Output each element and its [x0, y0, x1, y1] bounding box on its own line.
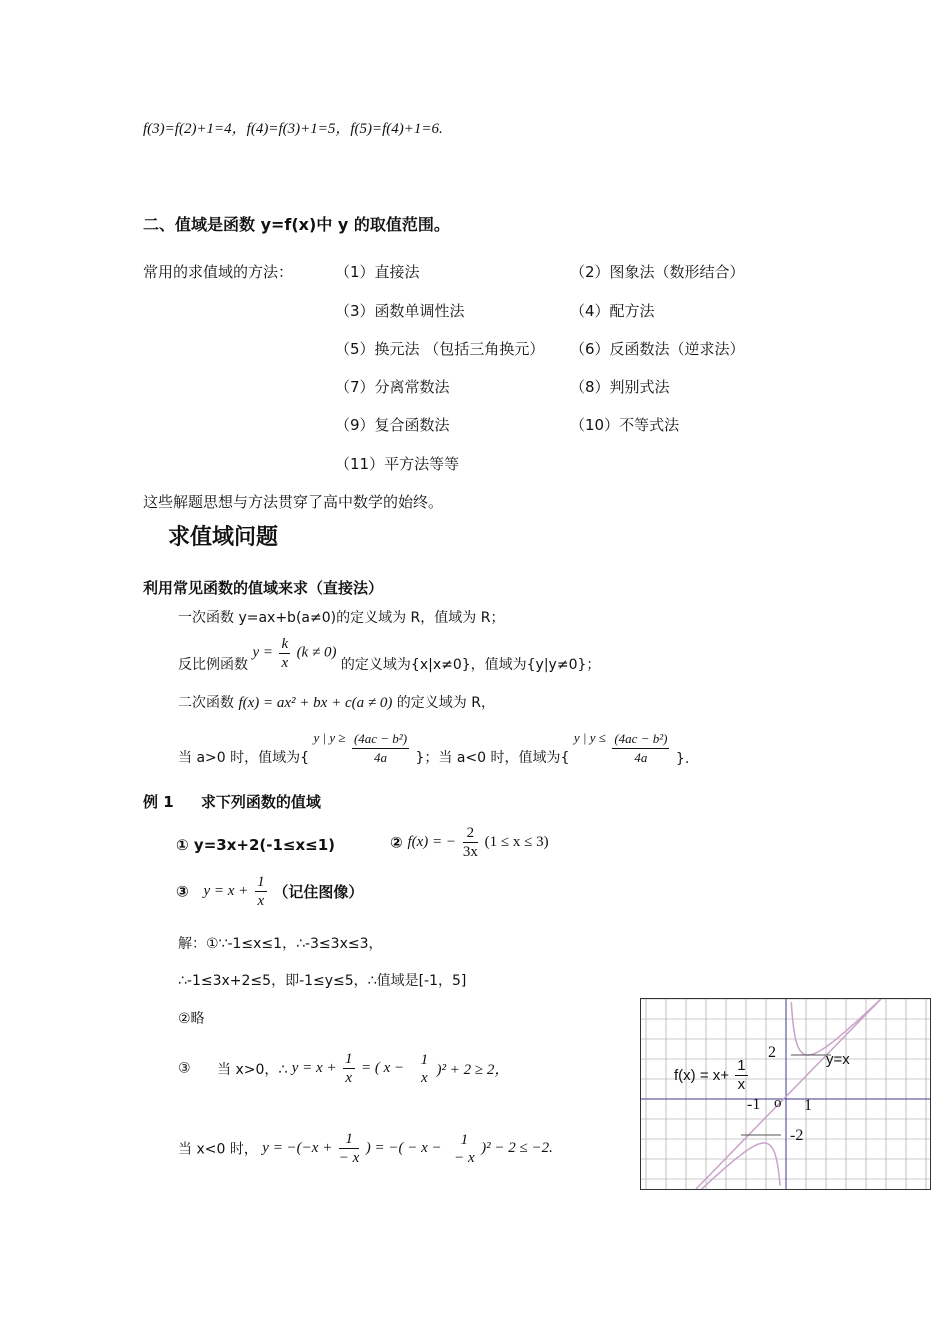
- example-part1: ① y=3x+2(-1≤x≤1): [176, 836, 336, 854]
- solution-line5-den2: − x: [454, 1149, 475, 1166]
- inverse-suffix: 的定义域为{x|x≠0}，值域为{y|y≠0}；: [340, 657, 601, 673]
- method-5: （5）换元法 （包括三角换元）: [335, 340, 545, 358]
- example-label: 例 1: [143, 793, 174, 811]
- solution-line4-cond: 当 x>0，∴: [217, 1061, 288, 1078]
- inverse-cond: (k ≠ 0): [296, 644, 337, 661]
- example-part3-num: 1: [257, 874, 265, 890]
- quad-range-set1: y | y ≥: [313, 730, 346, 745]
- quad-range-frac2: [612, 730, 669, 767]
- quad-range-p1: 当 a>0 时，值域为{: [178, 750, 310, 766]
- solution-line3: ②略: [178, 1011, 205, 1027]
- quad-range-p3: }.: [675, 751, 690, 767]
- quad-range-p2: }；当 a<0 时，值域为{: [415, 750, 570, 766]
- graph-svg: [641, 999, 930, 1189]
- graph-tick-1: 1: [804, 1097, 812, 1114]
- method-3: （3）函数单调性法: [335, 302, 465, 320]
- solution-line5: [178, 1130, 553, 1167]
- curve-negative-branch: [697, 1143, 780, 1189]
- example-part2: [390, 824, 549, 861]
- method-8: （8）判别式法: [570, 378, 670, 396]
- methods-summary: 这些解题思想与方法贯穿了高中数学的始终。: [143, 493, 444, 511]
- solution-line4-den2: x: [420, 1069, 428, 1086]
- solution-line5-den1: − x: [338, 1150, 360, 1166]
- function-graph: [640, 998, 931, 1190]
- example-part2-den: 3x: [462, 844, 478, 860]
- quadratic-line: [178, 692, 495, 712]
- inverse-den: x: [281, 654, 289, 671]
- method-10: （10）不等式法: [570, 416, 680, 434]
- solution-line4: [178, 1050, 509, 1087]
- graph-func-label: [674, 1057, 750, 1094]
- graph-func-fraction: [735, 1057, 747, 1094]
- example-part2-prefix: ②: [390, 833, 403, 852]
- solution-line4-tail: )² + 2 ≥ 2，: [436, 1062, 510, 1078]
- inverse-fraction: [279, 635, 290, 672]
- example-part3-den: x: [257, 893, 265, 909]
- example-part3-lhs: y = x +: [203, 883, 249, 899]
- solution-line4-mid: = ( x −: [360, 1060, 405, 1076]
- line-y-equals-x: [696, 999, 881, 1189]
- method-9: （9）复合函数法: [335, 416, 450, 434]
- linear-function-line: 一次函数 y=ax+b(a≠0)的定义域为 R，值域为 R；: [178, 610, 505, 626]
- method-6: （6）反函数法（逆求法）: [570, 340, 745, 358]
- solution-line4-num1: 1: [345, 1051, 353, 1067]
- method-4: （4）配方法: [570, 302, 655, 320]
- graph-tick-2: 2: [768, 1044, 776, 1061]
- solution-line5-frac1: [339, 1130, 360, 1167]
- example-header: [143, 791, 321, 812]
- method-2: （2）图象法（数形结合）: [570, 263, 745, 281]
- page-title: 求值域问题: [168, 525, 279, 550]
- top-formula-line: [143, 117, 443, 138]
- methods-intro: 常用的求值域的方法：: [143, 263, 294, 281]
- method-11: （11）平方法等等: [335, 455, 460, 473]
- solution-line5-tail: )² − 2 ≤ −2.: [481, 1140, 553, 1156]
- inverse-prefix: 反比例函数: [178, 657, 248, 673]
- quadratic-suffix: 的定义域为 R，: [396, 695, 495, 711]
- example-part3-note: （记住图像）: [273, 883, 364, 901]
- subheading: 利用常见函数的值域来求（直接法）: [143, 579, 384, 597]
- section2-heading: 二、值域是函数 y=f(x)中 y 的取值范围。: [143, 215, 450, 234]
- method-1: （1）直接法: [335, 263, 420, 281]
- graph-yx-label: y=x: [826, 1051, 850, 1068]
- graph-func-den: x: [737, 1076, 746, 1093]
- quadratic-formula: f(x) = ax² + bx + c(a ≠ 0): [238, 695, 393, 711]
- solution-line4-frac1: [343, 1050, 355, 1087]
- curve-positive-branch: [791, 999, 886, 1055]
- method-7: （7）分离常数法: [335, 378, 450, 396]
- example-part2-lhs: f(x) = −: [407, 834, 457, 850]
- solution-line5-frac2: [454, 1131, 475, 1167]
- solution-line1: 解：①∵-1≤x≤1，∴-3≤3x≤3，: [178, 936, 383, 952]
- inverse-num: k: [281, 635, 289, 652]
- solution-line5-lhs: y = −(−x +: [262, 1140, 333, 1156]
- example-part3: [176, 873, 363, 910]
- quad-range-num2: (4ac − b²): [612, 730, 669, 749]
- example-part2-fraction: [463, 824, 478, 861]
- quad-range-num1: (4ac − b²): [352, 730, 409, 749]
- solution-line4-lhs: y = x +: [291, 1060, 337, 1076]
- inverse-formula-lhs: y =: [252, 644, 273, 661]
- solution-line4-num2: 1: [420, 1051, 429, 1068]
- quadratic-prefix: 二次函数: [178, 695, 234, 711]
- quad-range-set2: y | y ≤: [573, 730, 606, 745]
- solution-line2: ∴-1≤3x+2≤5，即-1≤y≤5，∴值域是[-1，5]: [178, 973, 467, 989]
- quad-range-frac1: [352, 730, 409, 767]
- quadratic-range-line: [178, 730, 689, 767]
- graph-func-lhs: f(x) = x+: [674, 1067, 730, 1084]
- solution-line5-num1: 1: [339, 1130, 360, 1149]
- graph-func-num: 1: [737, 1057, 746, 1074]
- example-text: 求下列函数的值域: [200, 793, 321, 811]
- solution-line4-prefix: ③: [178, 1060, 191, 1077]
- graph-tick-minus1: -1: [747, 1096, 761, 1113]
- graph-tick-minus2: -2: [790, 1127, 804, 1144]
- solution-line5-num2: 1: [460, 1131, 469, 1148]
- example-part2-num: 2: [463, 824, 478, 843]
- quad-range-den1: 4a: [373, 750, 387, 765]
- solution-line4-den1: x: [345, 1070, 353, 1086]
- graph-origin: o: [774, 1095, 782, 1111]
- example-part3-prefix: ③: [176, 882, 189, 901]
- solution-line5-cond: 当 x<0 时，: [178, 1141, 258, 1158]
- quad-range-den2: 4a: [634, 750, 648, 765]
- inverse-function-line: [178, 632, 600, 674]
- solution-line5-mid: ) = −( − x −: [365, 1140, 442, 1156]
- top-formula-text: f(3)=f(2)+1=4，f(4)=f(3)+1=5，f(5)=f(4)+1=6.: [143, 121, 443, 137]
- example-part2-cond: (1 ≤ x ≤ 3): [484, 834, 549, 850]
- solution-line4-frac2: [419, 1051, 431, 1087]
- example-part3-fraction: [255, 873, 267, 910]
